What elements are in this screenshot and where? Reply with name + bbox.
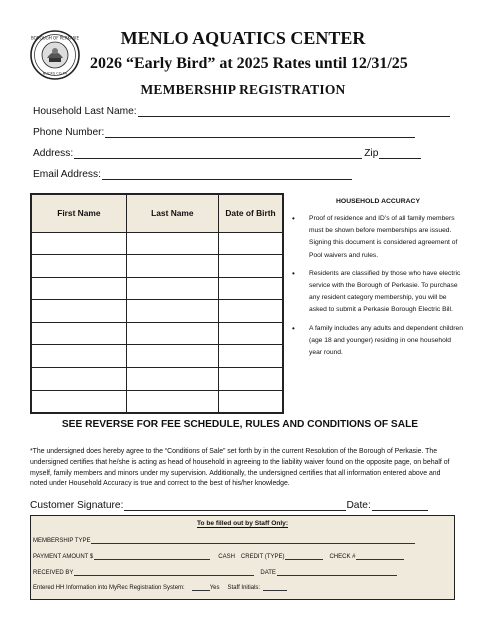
last-name-cell[interactable] [126, 368, 218, 391]
first-name-cell[interactable] [31, 322, 126, 345]
table-row [31, 322, 283, 345]
staff-date-line[interactable] [277, 569, 397, 576]
first-name-cell[interactable] [31, 255, 126, 278]
date-of-birth-cell[interactable] [218, 232, 283, 255]
household-last-name-line[interactable] [138, 107, 450, 117]
date-of-birth-cell[interactable] [218, 300, 283, 323]
household-last-name-label: Household Last Name: [33, 106, 137, 117]
accuracy-item: • Proof of residence and ID’s of all family members must be shown before memberships are issued. Signing this document is considered agreement of Pool waivers and rules. [292, 213, 464, 262]
myrec-label: Entered HH Information into MyRec Registration System: [33, 585, 185, 591]
org-title: MENLO AQUATICS CENTER [120, 28, 366, 48]
first-name-cell[interactable] [31, 300, 126, 323]
household-accuracy-heading: HOUSEHOLD ACCURACY [336, 198, 420, 205]
date-of-birth-cell[interactable] [218, 368, 283, 391]
membership-type-row [33, 537, 415, 544]
myrec-row [33, 584, 287, 591]
received-by-line[interactable] [74, 569, 254, 576]
col-last-name: Last Name [126, 194, 218, 232]
see-reverse-notice: SEE REVERSE FOR FEE SCHEDULE, RULES AND CONDITIONS OF SALE [61, 419, 419, 430]
table-row [31, 232, 283, 255]
date-of-birth-cell[interactable] [218, 345, 283, 368]
family-members-table [30, 193, 284, 414]
customer-signature-line[interactable] [124, 501, 346, 511]
received-by-label: RECEIVED BY [33, 570, 74, 576]
zip-line[interactable] [379, 149, 421, 159]
accuracy-item: • A family includes any adults and dependent children (age 18 and younger) residing in one household year round. [292, 323, 464, 360]
borough-seal-logo [30, 30, 80, 80]
myrec-yes-label: Yes [209, 585, 220, 591]
myrec-yes-line[interactable] [192, 584, 210, 591]
last-name-cell[interactable] [126, 277, 218, 300]
svg-text:BUCKS CO PA: BUCKS CO PA [42, 71, 68, 76]
date-of-birth-cell[interactable] [218, 390, 283, 413]
household-accuracy-panel [292, 198, 464, 365]
signature-date-line[interactable] [372, 501, 428, 511]
received-row [33, 569, 397, 576]
zip-label: Zip [364, 148, 379, 159]
last-name-cell[interactable] [126, 232, 218, 255]
agreement-text: *The undersigned does hereby agree to the “Conditions of Sale” set forth by in the current Resolution of the Borough of Perkasie. The undersigned certifies that he/she is acting as head of household in agreeing to the liability waiver found on the opposite page, on behalf of myself, family members and minors under my supervision. Additionally, the undersigned certifies that all information entered above and noted under Household Accuracy is true and correct to the best of his/her knowledge. [30, 448, 450, 488]
membership-type-line[interactable] [91, 537, 415, 544]
table-row [31, 300, 283, 323]
email-line[interactable] [102, 170, 352, 180]
first-name-cell[interactable] [31, 345, 126, 368]
membership-type-label: MEMBERSHIP TYPE [33, 538, 91, 544]
staff-date-label: DATE [260, 570, 276, 576]
svg-text:BOROUGH OF PERKASIE: BOROUGH OF PERKASIE [30, 35, 80, 41]
staff-only-heading: To be filled out by Staff Only: [196, 520, 289, 527]
form-title: MEMBERSHIP REGISTRATION [140, 82, 346, 97]
last-name-cell[interactable] [126, 390, 218, 413]
cash-label: CASH [218, 554, 235, 560]
table-row [31, 255, 283, 278]
credit-label: CREDIT (TYPE) [240, 554, 285, 560]
address-field[interactable] [33, 148, 421, 159]
last-name-cell[interactable] [126, 322, 218, 345]
signature-date-label: Date: [346, 500, 371, 511]
phone-label: Phone Number: [33, 127, 105, 138]
household-last-name-field[interactable] [33, 106, 450, 117]
address-label: Address: [33, 148, 74, 159]
payment-amount-label: PAYMENT AMOUNT $ [33, 554, 94, 560]
first-name-cell[interactable] [31, 277, 126, 300]
check-number-line[interactable] [356, 553, 404, 560]
table-row [31, 345, 283, 368]
staff-initials-line[interactable] [263, 584, 287, 591]
accuracy-item: • Residents are classified by those who have electric service with the Borough of Perkasie. To purchase any resident category membership, you will be asked to submit a Perkasie Borough Electric Bill. [292, 268, 464, 317]
date-of-birth-cell[interactable] [218, 277, 283, 300]
check-label: CHECK # [329, 554, 356, 560]
col-first-name: First Name [31, 194, 126, 232]
last-name-cell[interactable] [126, 345, 218, 368]
table-header-row [31, 194, 283, 232]
staff-only-box [30, 515, 455, 600]
phone-line[interactable] [105, 128, 415, 138]
date-of-birth-cell[interactable] [218, 255, 283, 278]
phone-field[interactable] [33, 127, 415, 138]
table-row [31, 277, 283, 300]
date-of-birth-cell[interactable] [218, 322, 283, 345]
staff-initials-label: Staff Initials: [227, 585, 261, 591]
col-date-of-birth: Date of Birth [218, 194, 283, 232]
table-row [31, 368, 283, 391]
address-line[interactable] [74, 149, 362, 159]
last-name-cell[interactable] [126, 255, 218, 278]
email-label: Email Address: [33, 169, 101, 180]
payment-amount-line[interactable] [94, 553, 210, 560]
first-name-cell[interactable] [31, 232, 126, 255]
first-name-cell[interactable] [31, 368, 126, 391]
household-accuracy-list [292, 213, 464, 359]
customer-signature-label: Customer Signature: [30, 500, 124, 511]
signature-row [30, 500, 428, 511]
credit-type-line[interactable] [285, 553, 323, 560]
first-name-cell[interactable] [31, 390, 126, 413]
email-field[interactable] [33, 169, 352, 180]
last-name-cell[interactable] [126, 300, 218, 323]
promo-subtitle: 2026 “Early Bird” at 2025 Rates until 12/31/25 [90, 55, 408, 72]
table-row [31, 390, 283, 413]
payment-row [33, 553, 404, 560]
